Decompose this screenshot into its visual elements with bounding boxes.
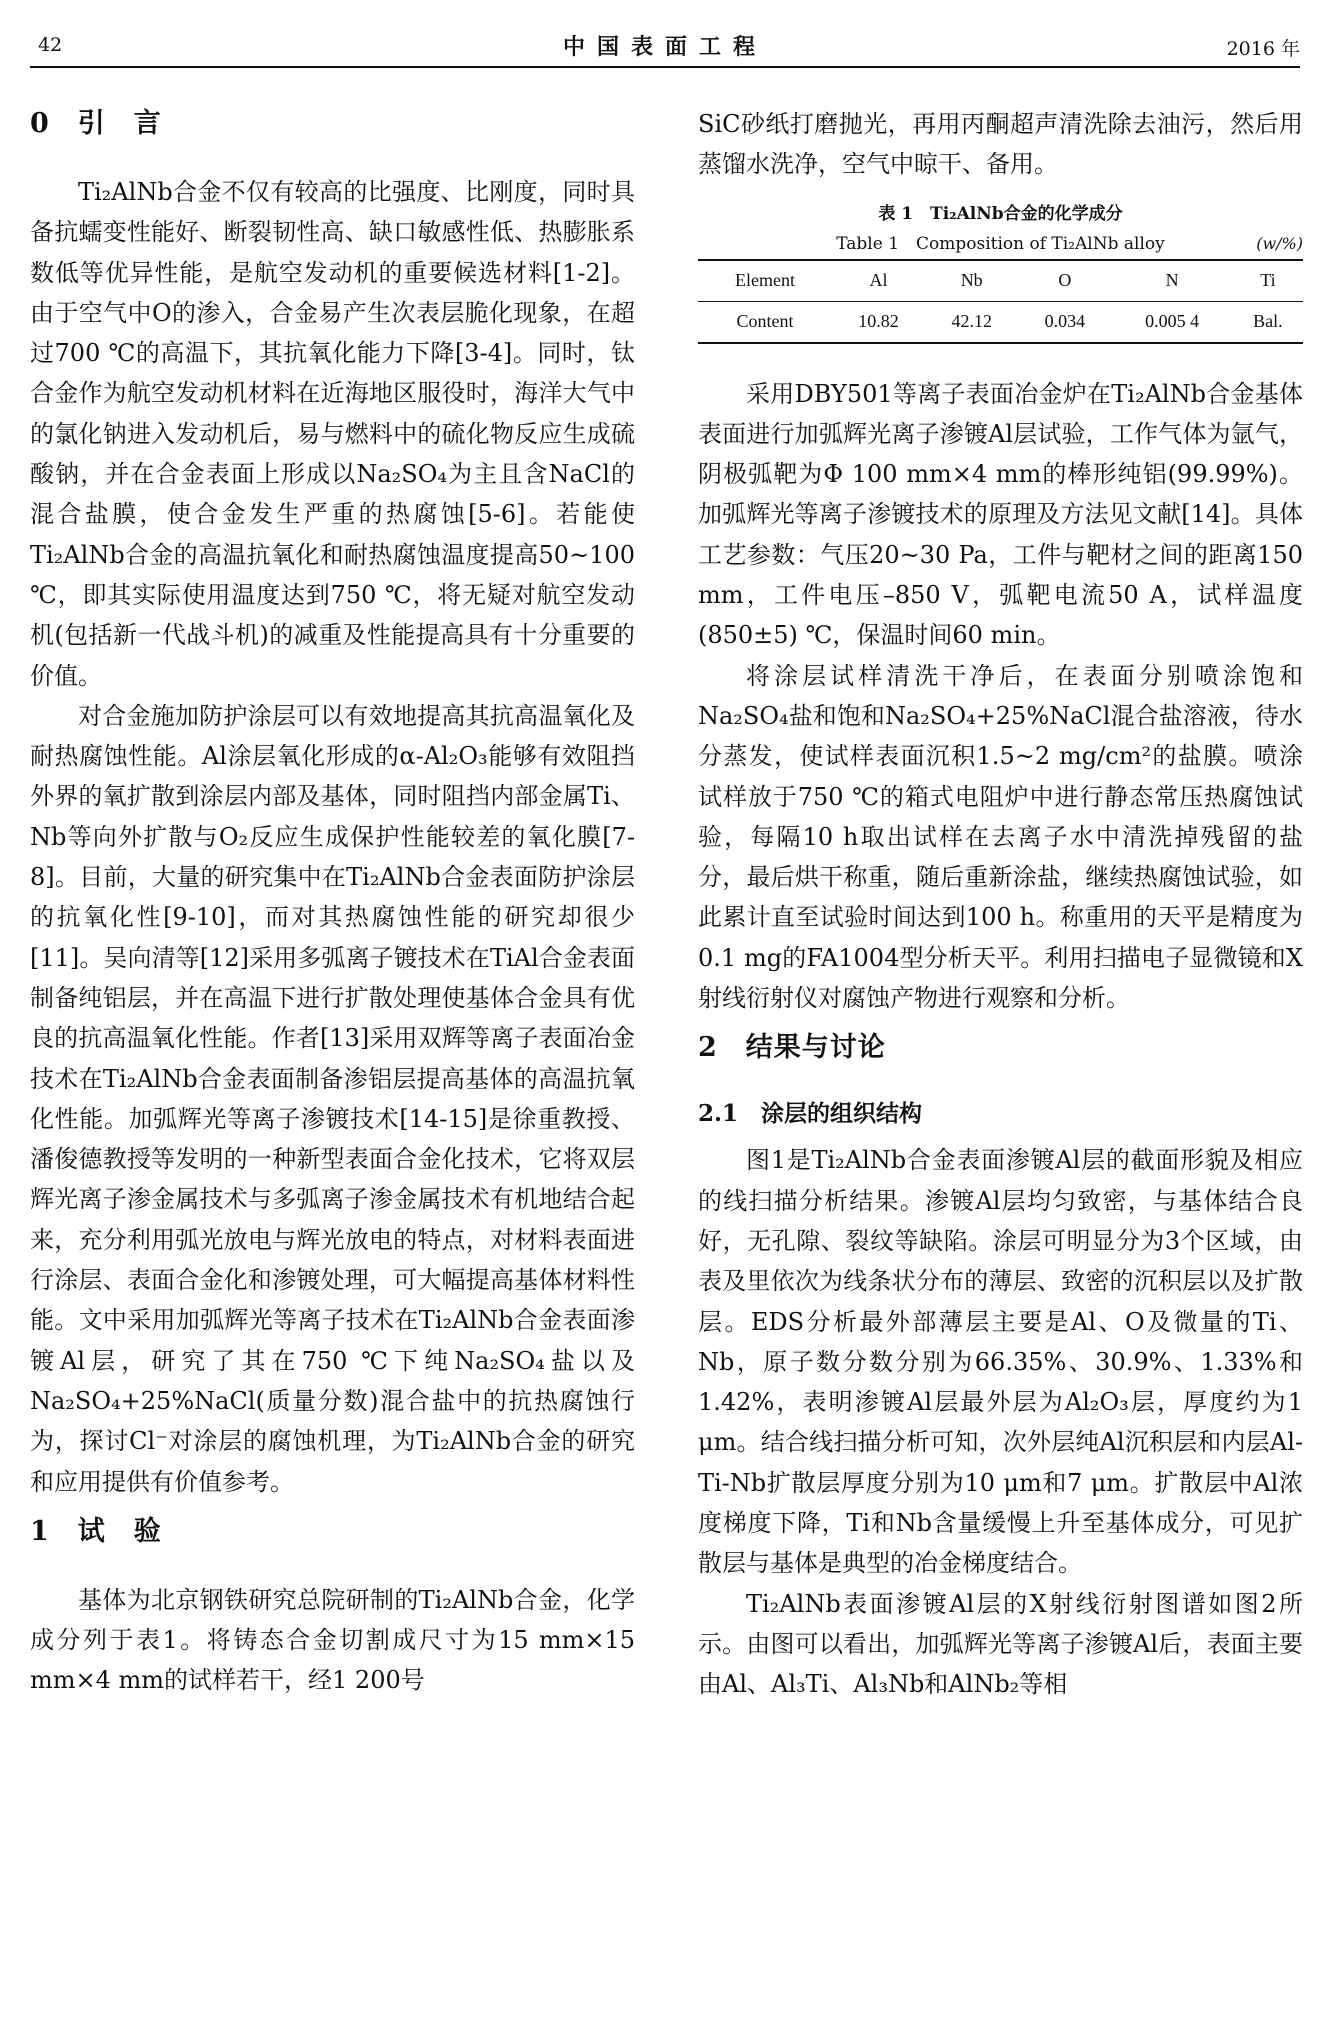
table-header-cell: Ti <box>1260 270 1276 291</box>
table-header-cell: Nb <box>960 270 983 291</box>
section-0-heading: 0 引 言 <box>30 108 162 139</box>
table-header-cell: Element <box>734 270 795 291</box>
intro-paragraph-1: Ti₂AlNb合金不仅有较高的比强度、比刚度，同时具备抗蠕变性能好、断裂韧性高、缺口敏感性低、热膨胀系数低等优异性能，是航空发动机的重要候选材料[1-2]。由于空气中O的渗入，合金易产生次表层脆化现象，在超过700 ℃的高温下，其抗氧化能力下降[3-4]。同时，钛合金作为航空发动机材料在近海地区服役时，海洋大气中的氯化钠进入发动机后，易与燃料中的硫化物反应生成硫酸钠，并在合金表面上形成以Na₂SO₄为主且含NaCl的混合盐膜，使合金发生严重的热腐蚀[5-6]。若能使Ti₂AlNb合金的高温抗氧化和耐热腐蚀温度提高50~100 ℃，即其实际使用温度达到750 ℃，将无疑对航空发动机(包括新一代战斗机)的减重及性能提高具有十分重要的价值。 <box>30 178 635 690</box>
results-paragraph-1: 图1是Ti₂AlNb合金表面渗镀Al层的截面形貌及相应的线扫描分析结果。渗镀Al层均匀致密，与基体结合良好，无孔隙、裂纹等缺陷。涂层可明显分为3个区域，由表及里依次为线条状分布的薄层、致密的沉积层以及扩散层。EDS分析最外部薄层主要是Al、O及微量的Ti、Nb，原子数分数分别为66.35%、30.9%、1.33%和1.42%，表明渗镀Al层最外层为Al₂O₃层，厚度约为1 μm。结合线扫描分析可知，次外层纯Al沉积层和内层Al-Ti-Nb扩散层厚度分别为10 μm和7 μm。扩散层中Al浓度梯度下降，Ti和Nb含量缓慢上升至基体成分，可见扩散层与基体是典型的冶金梯度结合。 <box>698 1146 1303 1578</box>
left-column <box>30 104 635 1701</box>
section-2-heading: 2 结果与讨论 <box>698 1032 886 1064</box>
experiment-paragraph-3: 将涂层试样清洗干净后，在表面分别喷涂饱和Na₂SO₄盐和饱和Na₂SO₄+25%NaCl混合盐溶液，待水分蒸发，使试样表面沉积1.5~2 mg/cm²的盐膜。喷涂试样放于750 ℃的箱式电阻炉中进行静态常压热腐蚀试验，每隔10 h取出试样在去离子水中清洗掉残留的盐分，最后烘干称重，随后重新涂盐，继续热腐蚀试验，如此累计直至试验时间达到100 h。称重用的天平是精度为0.1 mg的FA1004型分析天平。利用扫描电子显微镜和X射线衍射仪对腐蚀产物进行观察和分析。 <box>698 661 1303 1013</box>
table-header-row <box>698 260 1303 302</box>
table-caption-en: Table 1 Composition of Ti₂AlNb alloy <box>836 233 1165 254</box>
table-row <box>698 301 1303 343</box>
table-cell: 0.005 4 <box>1145 311 1200 332</box>
table-cell: 0.034 <box>1044 311 1086 332</box>
composition-table <box>698 259 1303 344</box>
table-cell: Bal. <box>1253 311 1283 332</box>
page-number: 42 <box>38 34 63 56</box>
experiment-paragraph-1-continued: SiC砂纸打磨抛光，再用丙酮超声清洗除去油污，然后用蒸馏水洗净，空气中晾干、备用。 <box>698 110 1303 179</box>
table-header-cell: N <box>1165 270 1179 291</box>
header-rule <box>30 66 1300 68</box>
table-cell: 42.12 <box>951 311 992 332</box>
table-header-cell: O <box>1058 270 1072 291</box>
experiment-paragraph-1: 基体为北京钢铁研究总院研制的Ti₂AlNb合金，化学成分列于表1。将铸态合金切割成尺寸为15 mm×15 mm×4 mm的试样若干，经1 200号 <box>30 1585 635 1695</box>
table-cell: 10.82 <box>858 311 899 332</box>
right-column <box>698 104 1303 1705</box>
table-header-cell: Al <box>869 270 888 291</box>
page-header <box>30 26 1300 66</box>
section-2-1-heading: 2.1 涂层的组织结构 <box>698 1100 923 1128</box>
experiment-paragraph-2: 采用DBY501等离子表面冶金炉在Ti₂AlNb合金基体表面进行加弧辉光离子渗镀Al层试验，工作气体为氩气，阴极弧靶为Φ 100 mm×4 mm的棒形纯铝(99.99%)。加弧辉光等离子渗镀技术的原理及方法见文献[14]。具体工艺参数：气压20~30 Pa，工件与靶材之间的距离150 mm，工件电压–850 V，弧靶电流50 A，试样温度(850±5) ℃，保温时间60 min。 <box>698 379 1303 650</box>
section-1-heading: 1 试 验 <box>30 1515 162 1547</box>
table-unit: (w/%) <box>1256 233 1303 253</box>
publication-year: 2016 年 <box>1226 38 1300 60</box>
journal-title: 中国表面工程 <box>562 34 767 60</box>
results-paragraph-2: Ti₂AlNb表面渗镀Al层的X射线衍射图谱如图2所示。由图可以看出，加弧辉光等离子渗镀Al后，表面主要由Al、Al₃Ti、Al₃Nb和AlNb₂等相 <box>698 1589 1303 1699</box>
intro-paragraph-2: 对合金施加防护涂层可以有效地提高其抗高温氧化及耐热腐蚀性能。Al涂层氧化形成的α-Al₂O₃能够有效阻挡外界的氧扩散到涂层内部及基体，同时阻挡内部金属Ti、Nb等向外扩散与O₂反应生成保护性能较差的氧化膜[7-8]。目前，大量的研究集中在Ti₂AlNb合金表面防护涂层的抗氧化性[9-10]，而对其热腐蚀性能的研究却很少[11]。吴向清等[12]采用多弧离子镀技术在TiAl合金表面制备纯铝层，并在高温下进行扩散处理使基体合金具有优良的抗高温氧化性能。作者[13]采用双辉等离子表面冶金技术在Ti₂AlNb合金表面制备渗铝层提高基体的高温抗氧化性能。加弧辉光等离子渗镀技术[14-15]是徐重教授、潘俊德教授等发明的一种新型表面合金化技术，它将双层辉光离子渗金属技术与多弧离子渗金属技术有机地结合起来，充分利用弧光放电与辉光放电的特点，对材料表面进行涂层、表面合金化和渗镀处理，可大幅提高基体材料性能。文中采用加弧辉光等离子技术在Ti₂AlNb合金表面渗镀Al层，研究了其在750 ℃下纯Na₂SO₄盐以及Na₂SO₄+25%NaCl(质量分数)混合盐中的抗热腐蚀行为，探讨Cl⁻对涂层的腐蚀机理，为Ti₂AlNb合金的研究和应用提供有价值参考。 <box>30 701 635 1496</box>
table-caption-cn: 表 1 Ti₂AlNb合金的化学成分 <box>878 203 1123 224</box>
table-caption <box>698 199 1303 259</box>
table-row-label: Content <box>736 311 794 332</box>
